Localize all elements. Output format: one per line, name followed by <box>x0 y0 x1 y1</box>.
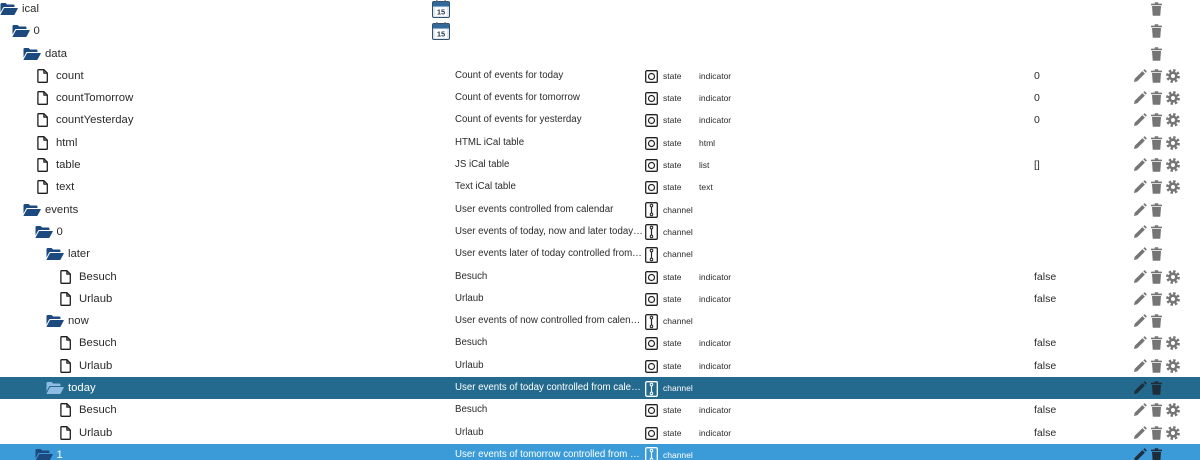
object-name: table <box>56 159 81 172</box>
delete-button[interactable] <box>1151 314 1166 328</box>
object-type: channel <box>663 316 693 327</box>
pencil-icon <box>1133 136 1148 150</box>
object-type: state <box>663 338 682 349</box>
delete-button[interactable] <box>1151 180 1166 194</box>
tree-row-events[interactable] <box>0 199 1200 221</box>
edit-button[interactable] <box>1133 203 1148 217</box>
object-description: JS iCal table <box>455 159 510 171</box>
calendar-icon <box>432 0 450 18</box>
tree-row-ical[interactable] <box>0 0 1200 20</box>
object-name: 1 <box>56 448 63 460</box>
object-name: countTomorrow <box>56 92 134 105</box>
edit-button[interactable] <box>1133 381 1148 395</box>
object-value: false <box>1034 404 1057 417</box>
tree-row-text[interactable] <box>0 176 1200 198</box>
tree-row-counttomorrow[interactable] <box>0 87 1200 109</box>
file-icon <box>37 91 48 105</box>
object-role: indicator <box>699 93 732 104</box>
delete-button[interactable] <box>1151 69 1166 83</box>
trash-icon <box>1151 359 1166 373</box>
trash-icon <box>1151 314 1166 328</box>
object-role: list <box>699 160 710 171</box>
delete-button[interactable] <box>1151 247 1166 261</box>
object-description: Text iCal table <box>455 181 516 193</box>
object-description: User events controlled from calendar <box>455 203 614 215</box>
edit-button[interactable] <box>1133 336 1148 350</box>
file-icon <box>60 336 71 350</box>
delete-button[interactable] <box>1151 47 1166 61</box>
object-description: User events of today controlled from cale… <box>455 382 641 394</box>
edit-button[interactable] <box>1133 359 1148 373</box>
state-type-icon <box>645 337 658 350</box>
object-type: state <box>663 182 682 193</box>
tree-row-urlaub[interactable] <box>0 355 1200 377</box>
gear-icon <box>1166 403 1181 417</box>
object-value: false <box>1034 426 1057 439</box>
tree-row-html[interactable] <box>0 132 1200 154</box>
folder-open-icon[interactable] <box>0 2 18 16</box>
edit-button[interactable] <box>1133 113 1148 127</box>
edit-button[interactable] <box>1133 270 1148 284</box>
edit-button[interactable] <box>1133 158 1148 172</box>
object-type: channel <box>663 449 693 460</box>
folder-open-icon[interactable] <box>46 381 64 395</box>
trash-icon <box>1151 292 1166 306</box>
object-type: state <box>663 137 682 148</box>
trash-icon <box>1151 91 1166 105</box>
file-icon <box>37 113 48 127</box>
object-name: ical <box>22 3 39 15</box>
pencil-icon <box>1133 247 1148 261</box>
gear-icon <box>1166 336 1181 350</box>
trash-icon <box>1151 2 1166 16</box>
settings-button[interactable] <box>1166 359 1181 373</box>
folder-open-icon[interactable] <box>23 47 41 61</box>
object-type: state <box>663 405 682 416</box>
gear-icon <box>1166 359 1181 373</box>
object-value: 0 <box>1034 69 1040 82</box>
tree-row-data[interactable] <box>0 43 1200 65</box>
state-type-icon <box>645 181 658 194</box>
channel-type-icon <box>645 447 658 460</box>
channel-type-icon <box>645 247 658 263</box>
object-value: false <box>1034 359 1057 372</box>
settings-button[interactable] <box>1166 158 1181 172</box>
settings-button[interactable] <box>1166 180 1181 194</box>
gear-icon <box>1166 292 1181 306</box>
object-description: Count of events for yesterday <box>455 114 582 126</box>
trash-icon <box>1151 448 1166 460</box>
trash-icon <box>1151 47 1166 61</box>
object-type: state <box>663 115 682 126</box>
object-role: indicator <box>699 427 732 438</box>
trash-icon <box>1151 203 1166 217</box>
object-description: Besuch <box>455 404 488 416</box>
object-value: false <box>1034 337 1057 350</box>
trash-icon <box>1151 136 1166 150</box>
pencil-icon <box>1133 292 1148 306</box>
pencil-icon <box>1133 203 1148 217</box>
object-type: state <box>663 271 682 282</box>
delete-button[interactable] <box>1151 136 1166 150</box>
trash-icon <box>1151 180 1166 194</box>
trash-icon <box>1151 69 1166 83</box>
tree-row-countyesterday[interactable] <box>0 109 1200 131</box>
tree-row-today[interactable] <box>0 377 1200 399</box>
pencil-icon <box>1133 448 1148 460</box>
object-type: state <box>663 70 682 81</box>
edit-button[interactable] <box>1133 292 1148 306</box>
tree-row-urlaub[interactable] <box>0 422 1200 444</box>
trash-icon <box>1151 113 1166 127</box>
tree-row-0[interactable] <box>0 221 1200 243</box>
pencil-icon <box>1133 158 1148 172</box>
delete-button[interactable] <box>1151 203 1166 217</box>
folder-open-icon[interactable] <box>12 24 30 38</box>
pencil-icon <box>1133 270 1148 284</box>
file-icon <box>37 136 48 150</box>
gear-icon <box>1166 158 1181 172</box>
calendar-icon <box>432 22 450 40</box>
settings-button[interactable] <box>1166 403 1181 417</box>
delete-button[interactable] <box>1151 292 1166 306</box>
state-type-icon <box>645 70 658 83</box>
object-value: 0 <box>1034 114 1040 127</box>
channel-type-icon <box>645 381 658 397</box>
object-type: channel <box>663 249 693 260</box>
object-name: 0 <box>33 25 40 38</box>
trash-icon <box>1151 24 1166 38</box>
settings-button[interactable] <box>1166 136 1181 150</box>
tree-row-later[interactable] <box>0 243 1200 265</box>
object-role: html <box>699 137 716 148</box>
object-type: channel <box>663 226 693 237</box>
object-description: User events of tomorrow controlled from … <box>455 448 640 460</box>
object-role: indicator <box>699 360 732 371</box>
object-name: Besuch <box>79 337 117 350</box>
tree-row-urlaub[interactable] <box>0 288 1200 310</box>
trash-icon <box>1151 158 1166 172</box>
file-icon <box>37 180 48 194</box>
object-name: today <box>68 382 96 395</box>
object-role: indicator <box>699 271 732 282</box>
object-type: state <box>663 160 682 171</box>
folder-open-icon[interactable] <box>46 247 64 261</box>
delete-button[interactable] <box>1151 381 1166 395</box>
folder-open-icon[interactable] <box>35 225 53 239</box>
delete-button[interactable] <box>1151 426 1166 440</box>
delete-button[interactable] <box>1151 359 1166 373</box>
gear-icon <box>1166 136 1181 150</box>
delete-button[interactable] <box>1151 448 1166 460</box>
gear-icon <box>1166 270 1181 284</box>
file-icon <box>60 359 71 373</box>
object-name: 0 <box>56 225 63 238</box>
file-icon <box>60 426 71 440</box>
trash-icon <box>1151 381 1166 395</box>
object-name: countYesterday <box>56 114 134 127</box>
object-value: false <box>1034 270 1057 283</box>
pencil-icon <box>1133 113 1148 127</box>
edit-button[interactable] <box>1133 69 1148 83</box>
edit-button[interactable] <box>1133 403 1148 417</box>
gear-icon <box>1166 113 1181 127</box>
object-type: state <box>663 427 682 438</box>
object-role: text <box>699 182 713 193</box>
state-type-icon <box>645 271 658 284</box>
file-icon <box>37 69 48 83</box>
object-name: Urlaub <box>79 359 113 372</box>
pencil-icon <box>1133 336 1148 350</box>
object-description: User events of today, now and later today… <box>455 225 643 237</box>
tree-row-count[interactable] <box>0 65 1200 87</box>
object-name: text <box>56 181 75 194</box>
pencil-icon <box>1133 91 1148 105</box>
object-name: count <box>56 69 84 82</box>
file-icon <box>60 403 71 417</box>
object-type: state <box>663 93 682 104</box>
file-icon <box>60 292 71 306</box>
trash-icon <box>1151 336 1166 350</box>
channel-type-icon <box>645 314 658 330</box>
tree-row-1[interactable] <box>0 444 1200 460</box>
folder-open-icon[interactable] <box>35 448 53 460</box>
object-value: false <box>1034 292 1057 305</box>
pencil-icon <box>1133 381 1148 395</box>
gear-icon <box>1166 426 1181 440</box>
edit-button[interactable] <box>1133 426 1148 440</box>
state-type-icon <box>645 159 658 172</box>
trash-icon <box>1151 225 1166 239</box>
object-role: indicator <box>699 338 732 349</box>
folder-open-icon[interactable] <box>23 203 41 217</box>
pencil-icon <box>1133 403 1148 417</box>
file-icon <box>60 270 71 284</box>
object-description: Besuch <box>455 337 488 349</box>
edit-button[interactable] <box>1133 225 1148 239</box>
delete-button[interactable] <box>1151 24 1166 38</box>
gear-icon <box>1166 91 1181 105</box>
channel-type-icon <box>645 202 658 218</box>
delete-button[interactable] <box>1151 403 1166 417</box>
object-description: Besuch <box>455 270 488 282</box>
trash-icon <box>1151 403 1166 417</box>
edit-button[interactable] <box>1133 136 1148 150</box>
pencil-icon <box>1133 180 1148 194</box>
pencil-icon <box>1133 314 1148 328</box>
state-type-icon <box>645 114 658 127</box>
channel-type-icon <box>645 224 658 240</box>
object-name: Besuch <box>79 404 117 417</box>
object-name: now <box>68 315 89 328</box>
object-name: data <box>45 47 67 60</box>
object-name: html <box>56 136 78 149</box>
pencil-icon <box>1133 359 1148 373</box>
file-icon <box>37 158 48 172</box>
state-type-icon <box>645 137 658 150</box>
object-type: state <box>663 360 682 371</box>
object-role: indicator <box>699 293 732 304</box>
edit-button[interactable] <box>1133 247 1148 261</box>
object-type: channel <box>663 204 693 215</box>
settings-button[interactable] <box>1166 336 1181 350</box>
edit-button[interactable] <box>1133 180 1148 194</box>
tree-row-besuch[interactable] <box>0 266 1200 288</box>
object-description: Urlaub <box>455 292 484 304</box>
object-description: User events later of today controlled from… <box>455 248 642 260</box>
settings-button[interactable] <box>1166 113 1181 127</box>
delete-button[interactable] <box>1151 158 1166 172</box>
pencil-icon <box>1133 69 1148 83</box>
object-role: indicator <box>699 115 732 126</box>
tree-row-table[interactable] <box>0 154 1200 176</box>
gear-icon <box>1166 69 1181 83</box>
state-type-icon <box>645 360 658 373</box>
tree-row-0[interactable] <box>0 20 1200 42</box>
object-value: 0 <box>1034 92 1040 105</box>
object-description: Count of events for today <box>455 69 564 81</box>
settings-button[interactable] <box>1166 69 1181 83</box>
tree-row-besuch[interactable] <box>0 399 1200 421</box>
object-description: Count of events for tomorrow <box>455 92 580 104</box>
object-description: HTML iCal table <box>455 136 525 148</box>
pencil-icon <box>1133 426 1148 440</box>
state-type-icon <box>645 293 658 306</box>
state-type-icon <box>645 404 658 417</box>
trash-icon <box>1151 270 1166 284</box>
object-description: User events of now controlled from calen… <box>455 315 641 327</box>
state-type-icon <box>645 92 658 105</box>
delete-button[interactable] <box>1151 336 1166 350</box>
object-description: Urlaub <box>455 359 484 371</box>
edit-button[interactable] <box>1133 314 1148 328</box>
settings-button[interactable] <box>1166 91 1181 105</box>
object-name: events <box>45 203 79 216</box>
object-name: Urlaub <box>79 426 113 439</box>
calendar-day-label: 15 <box>436 29 446 39</box>
tree-row-now[interactable] <box>0 310 1200 332</box>
object-name: Urlaub <box>79 292 113 305</box>
object-name: later <box>68 248 90 261</box>
delete-button[interactable] <box>1151 225 1166 239</box>
trash-icon <box>1151 426 1166 440</box>
object-role: indicator <box>699 405 732 416</box>
edit-button[interactable] <box>1133 91 1148 105</box>
calendar-day-label: 15 <box>436 7 446 17</box>
settings-button[interactable] <box>1166 426 1181 440</box>
trash-icon <box>1151 247 1166 261</box>
delete-button[interactable] <box>1151 113 1166 127</box>
object-value: [] <box>1034 159 1040 172</box>
pencil-icon <box>1133 225 1148 239</box>
gear-icon <box>1166 180 1181 194</box>
object-type: state <box>663 293 682 304</box>
delete-button[interactable] <box>1151 2 1166 16</box>
folder-open-icon[interactable] <box>46 314 64 328</box>
delete-button[interactable] <box>1151 91 1166 105</box>
object-description: Urlaub <box>455 426 484 438</box>
object-type: channel <box>663 383 693 394</box>
object-name: Besuch <box>79 270 117 283</box>
state-type-icon <box>645 427 658 440</box>
settings-button[interactable] <box>1166 270 1181 284</box>
delete-button[interactable] <box>1151 270 1166 284</box>
settings-button[interactable] <box>1166 292 1181 306</box>
object-role: indicator <box>699 70 732 81</box>
tree-row-besuch[interactable] <box>0 332 1200 354</box>
edit-button[interactable] <box>1133 448 1148 460</box>
